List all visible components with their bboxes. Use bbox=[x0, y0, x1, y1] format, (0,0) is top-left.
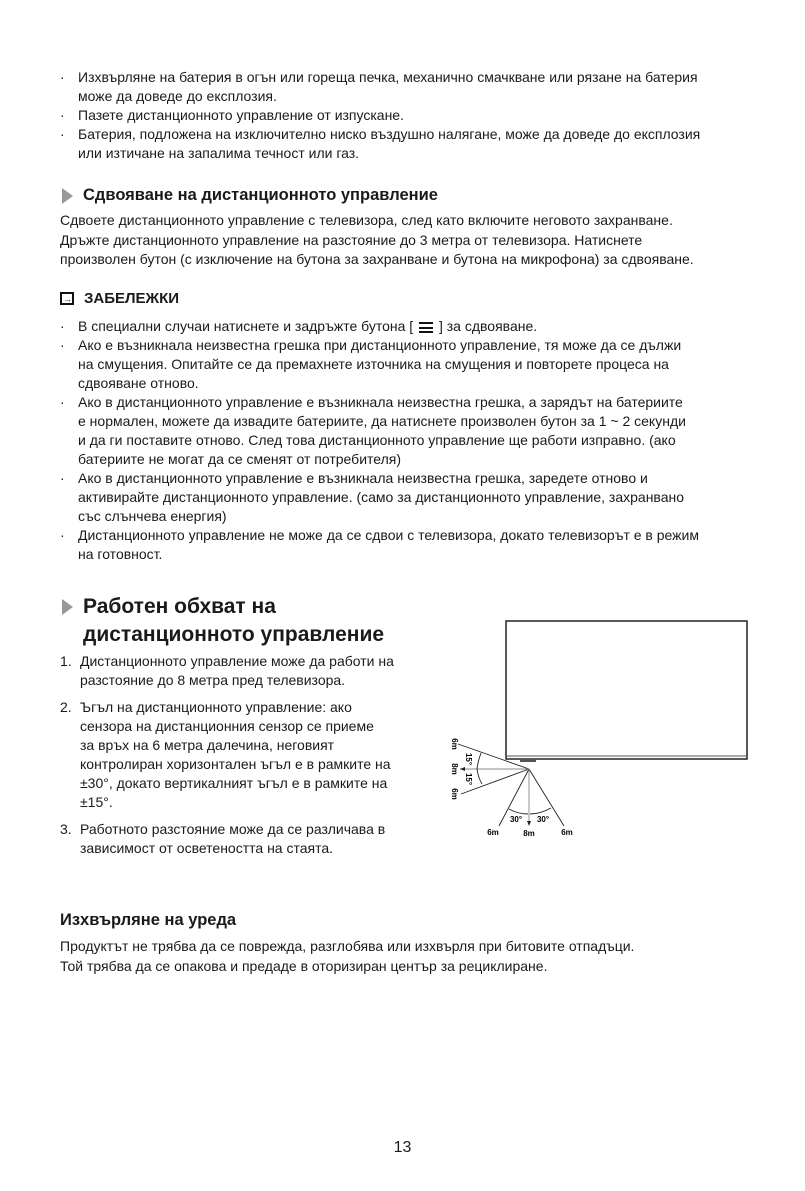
list-item-text: Ъгъл на дистанционното управление: ако сензора на дистанционния сензор се приеме за връх на 6 метра далечина, неговият контролиран хоризонтален ъгъл е в рамките на ±30°, докато вертикалният ъгъл е в рамките на ±15°. bbox=[80, 699, 391, 810]
list-item-text: ] за сдвояване. bbox=[438, 318, 538, 334]
distance-label: 6m bbox=[487, 828, 499, 837]
distance-label: 8m bbox=[523, 829, 535, 838]
heading-text: Сдвояване на дистанционното управление bbox=[83, 186, 438, 204]
list-item: · В специални случаи натиснете и задръжте бутона [ ] за сдвояване. bbox=[60, 318, 538, 334]
angle-label: 15° bbox=[464, 772, 473, 786]
list-item-text: Дистанционното управление не може да се сдвои с телевизора, докато телевизорът е в режим на готовност. bbox=[78, 527, 699, 562]
list-item: · Пазете дистанционното управление от изпускане. bbox=[60, 107, 404, 123]
list-item-text: Работното разстояние може да се различава в зависимост от осветеността на стаята. bbox=[80, 821, 386, 856]
list-item: · Ако в дистанционното управление е възникнала неизвестна грешка, а зарядът на батериите е нормален, можете да извадите батериите, да натиснете произволен бутон за 1 ~ 2 секунди и да ги поставите отново. След това дистанционното управление ще работи изправно. (ако батериите не могат да се сменят от потребителя) bbox=[60, 394, 686, 467]
angle-label: 30° bbox=[509, 815, 523, 824]
list-item: · Изхвърляне на батерия в огън или гореща печка, механично смачкване или рязане на батерия може да доведе до експлозия. bbox=[60, 69, 698, 104]
list-item: · Дистанционното управление не може да се сдвои с телевизора, докато телевизорът е в режим на готовност. bbox=[60, 527, 699, 562]
list-item-text: Батерия, подложена на изключително ниско въздушно налягане, може да доведе до експлозия или изтичане на запалима течност или газ. bbox=[78, 126, 701, 161]
angle-label: 30° bbox=[536, 815, 550, 824]
distance-label: 6m bbox=[450, 788, 459, 800]
list-item-text: Ако в дистанционното управление е възникнала неизвестна грешка, заредете отново и активирайте дистанционното управление. (само за дистанционното управление, захранвано със слънчева енергия) bbox=[78, 470, 685, 524]
angle-label: 15° bbox=[464, 752, 473, 766]
distance-label: 6m bbox=[561, 828, 573, 837]
item-number: 1. bbox=[60, 653, 72, 669]
distance-label: 6m bbox=[450, 738, 459, 750]
note-arrow-icon: → bbox=[60, 292, 74, 305]
list-item-text: Пазете дистанционното управление от изпускане. bbox=[78, 107, 404, 123]
list-item-text: Ако в дистанционното управление е възникнала неизвестна грешка, а зарядът на батериите е нормален, можете да извадите батериите, да натиснете произволен бутон за 1 ~ 2 секунди и да ги поставите отново. След това дистанционното управление ще работи изправно. (ако батериите не могат да се сменят от потребителя) bbox=[78, 394, 686, 467]
list-item: · Батерия, подложена на изключително ниско въздушно налягане, може да доведе до експлозия или изтичане на запалима течност или газ. bbox=[60, 126, 701, 161]
tv-outline bbox=[506, 621, 747, 759]
remote-sensor bbox=[520, 759, 536, 762]
heading-text: Работен обхват на дистанционното управление bbox=[83, 595, 385, 646]
disposal-heading: Изхвърляне на уреда bbox=[60, 911, 237, 929]
disposal-text: Продуктът не трябва да се поврежда, разглобява или изхвърля при битовите отпадъци. Той трябва да се опакова и предаде в оторизиран център за рециклиране. bbox=[60, 938, 635, 974]
list-item: · Ако е възникнала неизвестна грешка при дистанционното управление, тя може да се дължи на смущения. Опитайте се да премахнете източника на смущения и повторете процеса на сдвояване отново. bbox=[60, 337, 682, 391]
list-item-text: Ако е възникнала неизвестна грешка при дистанционното управление, тя може да се дължи на смущения. Опитайте се да премахнете източника на смущения и повторете процеса на сдвояване отново. bbox=[78, 337, 682, 391]
list-item-text: В специални случаи натиснете и задръжте бутона [ bbox=[78, 318, 414, 334]
list-item: · Ако в дистанционното управление е възникнала неизвестна грешка, заредете отново и активирайте дистанционното управление. (само за дистанционното управление, захранвано със слънчева енергия) bbox=[60, 470, 685, 524]
distance-label: 8m bbox=[450, 763, 459, 775]
heading-text: ЗАБЕЛЕЖКИ bbox=[84, 290, 180, 307]
list-item-text: Изхвърляне на батерия в огън или гореща печка, механично смачкване или рязане на батерия може да доведе до експлозия. bbox=[78, 69, 698, 104]
pairing-text: Сдвоете дистанционното управление с телевизора, след като включите неговото захранване. Дръжте дистанционното управление на разстояние до 3 метра от телевизора. Натиснете произволен бутон (с изключение на бутона за захранване и бутона на микрофона) за сдвояване. bbox=[60, 212, 694, 267]
item-number: 2. bbox=[60, 699, 72, 715]
list-item-text: Дистанционното управление може да работи на разстояние до 8 метра пред телевизора. bbox=[80, 653, 394, 688]
item-number: 3. bbox=[60, 821, 72, 837]
page-number: 13 bbox=[393, 1139, 412, 1156]
